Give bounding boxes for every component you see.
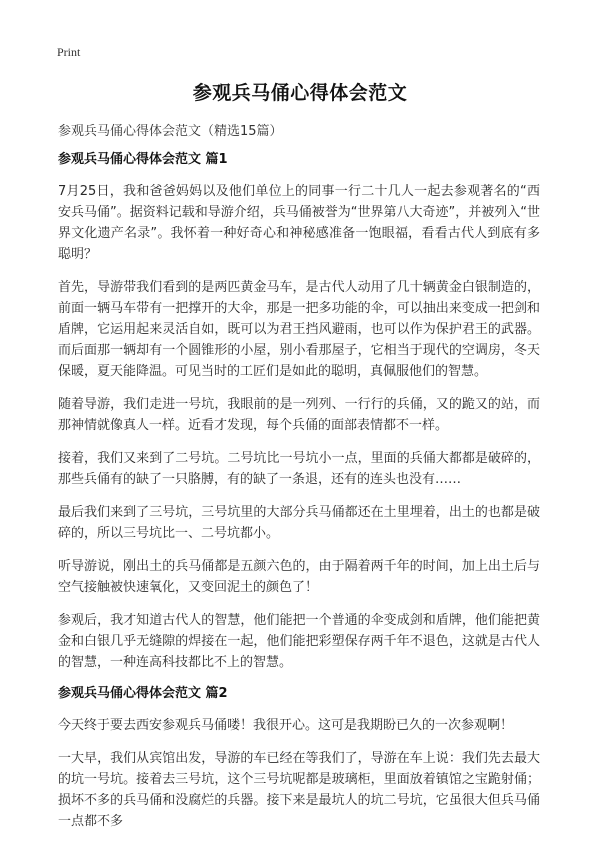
paragraph: 接着，我们又来到了二号坑。二号坑比一号坑小一点，里面的兵俑大都都是破碎的，那些兵俑有的缺了一只胳膊，有的缺了一条退，还有的连头也没有…… <box>58 451 540 487</box>
document-body <box>58 146 540 844</box>
paragraph: 听导游说，刚出土的兵马俑都是五颜六色的，由于隔着两千年的时间，加上出土后与空气接触被快速氧化，又变回泥土的颜色了！ <box>58 559 540 595</box>
paragraph: 一大早，我们从宾馆出发，导游的车已经在等我们了，导游在车上说：我们先去最大的坑一号坑。接着去三号坑，这个三号坑呢都是玻璃柜，里面放着镇馆之宝跪射俑；损坏不多的兵马俑和没腐烂的兵器。接下来是最坑人的坑二号坑，它虽很大但兵马俑一点都不多 <box>58 751 540 829</box>
print-link[interactable]: Print <box>57 45 81 59</box>
section-heading: 参观兵马俑心得体会范文 篇1 <box>58 152 228 167</box>
paragraph: 7月25日，我和爸爸妈妈以及他们单位上的同事一行二十几人一起去参观著名的“西安兵马俑”。据资料记载和导游介绍，兵马俑被誉为“世界第八大奇迹”，并被列入“世界文化遗产名录”。我怀着一种好奇心和神秘感准备一饱眼福，看看古代人到底有多聪明？ <box>58 184 540 262</box>
paragraph: 最后我们来到了三号坑，三号坑里的大部分兵马俑都还在土里埋着，出土的也都是破碎的，所以三号坑比一、二号坑都小。 <box>58 505 540 541</box>
section-heading: 参观兵马俑心得体会范文 篇2 <box>58 686 228 701</box>
paragraph: 今天终于要去西安参观兵马俑喽！我很开心。这可是我期盼已久的一次参观啊！ <box>58 718 514 733</box>
section-1 <box>58 151 540 673</box>
paragraph: 随着导游，我们走进一号坑，我眼前的是一列列、一行行的兵俑，又的跪又的站，而那神情就像真人一样。近看才发现，每个兵俑的面部表情都不一样。 <box>58 397 540 433</box>
section-2 <box>58 685 540 832</box>
paragraph: 首先，导游带我们看到的是两匹黄金马车，是古代人动用了几十辆黄金白银制造的，前面一辆马车带有一把撑开的大伞，那是一把多功能的伞，可以抽出来变成一把剑和盾牌，它运用起来灵活自如，既可以为君王挡风避雨，也可以作为保护君王的武器。而后面那一辆却有一个圆锥形的小屋，别小看那屋子，它相当于现代的空调房，冬天保暖，夏天能降温。可见当时的工匠们是如此的聪明，真佩服他们的智慧。 <box>58 280 540 379</box>
document-subtitle: 参观兵马俑心得体会范文（精选15篇） <box>58 124 283 139</box>
page-title: 参观兵马俑心得体会范文 <box>192 82 408 104</box>
paragraph: 参观后，我才知道古代人的智慧，他们能把一个普通的伞变成剑和盾牌，他们能把黄金和白银几乎无缝隙的焊接在一起，他们能把彩塑保存两千年不退色，这就是古代人的智慧，一种连高科技都比不上的智慧。 <box>58 613 540 670</box>
